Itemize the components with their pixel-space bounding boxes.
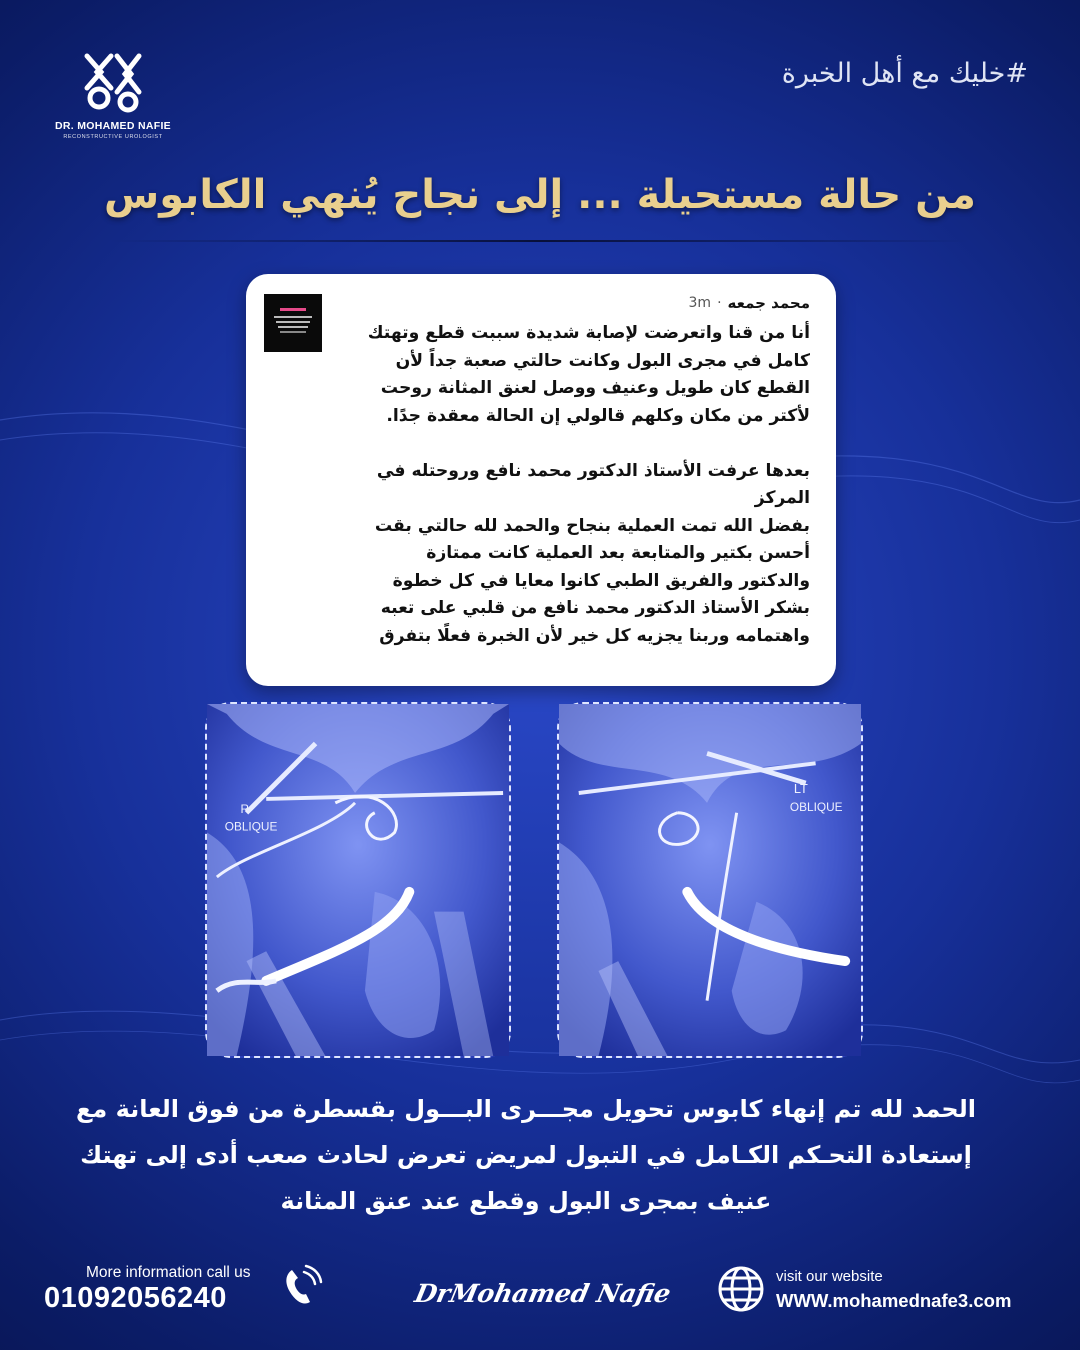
website-label: visit our website bbox=[776, 1268, 883, 1285]
post-time: 3m bbox=[688, 295, 712, 311]
headline-divider bbox=[110, 240, 970, 242]
post-line: أحسن بكتير والمتابعة بعد العملية كانت ممتازة bbox=[426, 543, 810, 563]
brand-subtitle: RECONSTRUCTIVE UROLOGIST bbox=[63, 134, 163, 140]
post-line: والدكتور والفريق الطبي كانوا معايا في كل خطوة bbox=[392, 570, 810, 591]
xray-image-left-oblique bbox=[557, 702, 863, 1058]
signature bbox=[412, 1262, 674, 1322]
caption-line: عنيف بمجرى البول وقطع عند عنق المثانة bbox=[280, 1187, 772, 1215]
post-body bbox=[340, 320, 810, 650]
brand-logo bbox=[48, 50, 178, 140]
case-caption bbox=[60, 1086, 992, 1224]
post-time-separator: · bbox=[717, 295, 722, 311]
post-author[interactable]: محمد جمعه bbox=[727, 294, 810, 312]
post-line: أنا من قنا واتعرضت لإصابة شديدة سببت قطع وتهتك bbox=[367, 323, 810, 343]
testimonial-post-card bbox=[246, 274, 836, 686]
signature-text: DrMohamed Nafie bbox=[412, 1278, 674, 1308]
xray-image-right-oblique bbox=[205, 702, 511, 1058]
logo-icon bbox=[77, 50, 149, 114]
page-title: من حالة مستحيلة ... إلى نجاح يُنهي الكابوس bbox=[104, 172, 976, 218]
post-line: لأكتر من مكان وكلهم قالولي إن الحالة معقدة جدًا. bbox=[386, 405, 810, 426]
brand-name: DR. MOHAMED NAFIE bbox=[55, 120, 171, 132]
post-paragraph-gap bbox=[340, 430, 810, 458]
phone-label: More information call us bbox=[86, 1264, 251, 1281]
phone-icon bbox=[280, 1264, 322, 1308]
xray-label-oblique: OBLIQUE bbox=[789, 799, 843, 814]
post-line: واهتمامه وربنا يجزيه كل خير لأن الخبرة فعلًا بتفرق bbox=[379, 625, 810, 646]
post-line: المركز bbox=[754, 488, 810, 508]
xray-label-oblique: OBLIQUE bbox=[224, 819, 278, 834]
post-line: القطع كان طويل وعنيف ووصل لعنق المثانة روحت bbox=[380, 378, 810, 398]
xray-label-r: R bbox=[240, 801, 250, 816]
post-line: بفضل الله تمت العملية بنجاح والحمد لله حالتي بقت bbox=[374, 515, 810, 536]
post-line: بشكر الأستاذ الدكتور محمد نافع من قلبي على تعبه bbox=[380, 598, 810, 618]
xray-label-lt: LT bbox=[793, 780, 808, 796]
caption-line: إستعادة التحـكم الكـامل في التبول لمريض تعرض لحادث صعب أدى إلى تهتك bbox=[80, 1141, 972, 1169]
avatar[interactable] bbox=[264, 294, 322, 352]
post-line: كامل في مجرى البول وكانت حالتي صعبة جداً لأن bbox=[395, 350, 810, 371]
caption-line: الحمد لله تم إنهاء كابوس تحويل مجـــرى البـــول بقسطرة من فوق العانة مع bbox=[76, 1095, 976, 1123]
website-url[interactable]: WWW.mohamednafe3.com bbox=[776, 1290, 1012, 1311]
phone-number[interactable]: 01092056240 bbox=[44, 1282, 227, 1314]
hashtag: #خليك مع أهل الخبرة bbox=[781, 58, 1028, 89]
globe-icon bbox=[716, 1264, 766, 1314]
post-meta bbox=[689, 294, 810, 312]
contact-phone[interactable] bbox=[44, 1264, 251, 1315]
post-line: بعدها عرفت الأستاذ الدكتور محمد نافع وروحتله في bbox=[376, 460, 810, 481]
